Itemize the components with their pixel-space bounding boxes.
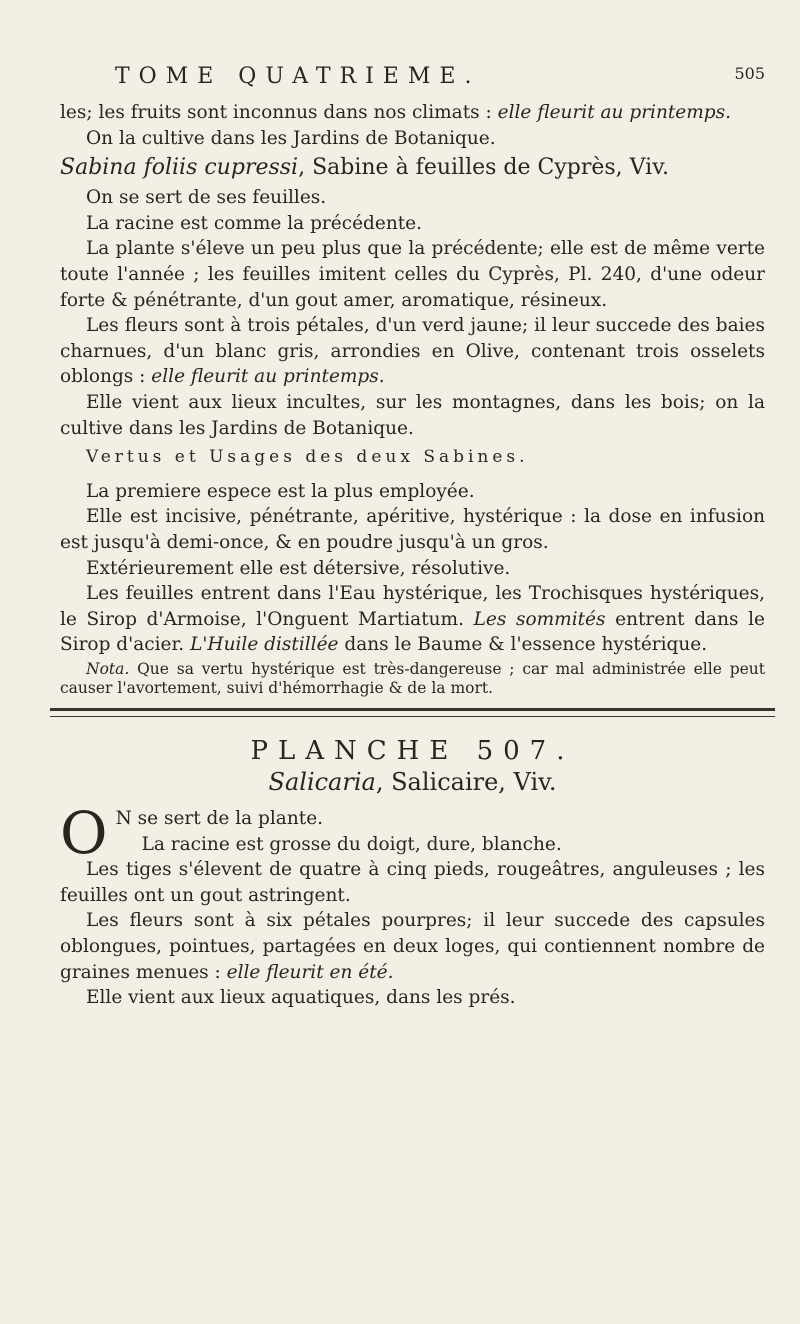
running-title: TOME QUATRIEME. [115,64,481,89]
paragraph: Les tiges s'élevent de quatre à cinq pieds, rougeâtres, anguleuses ; les feuilles ont un gout astringent. [60,859,765,906]
paragraph: Les fleurs sont à trois pétales, d'un verd jaune; il leur succede des baies charnues, d'un blanc gris, arrondies en Olive, contenant trois osselets oblongs : elle fleurit au printemps. [60,315,765,388]
section-divider [50,708,775,717]
virtues-heading: Vertus et Usages des deux Sabines. [86,447,529,468]
nota-note: Nota. Que sa vertu hystérique est très-dangereuse ; car mal administrée elle peut causer l'avortement, suivi d'hémorrhagie & de la mort. [60,659,765,697]
continued-paragraph: les; les fruits sont inconnus dans nos climats : elle fleurit au printemps. [60,102,732,123]
paragraph-dropcap: O N se sert de la plante. [60,799,324,868]
page-number: 505 [734,64,765,83]
paragraph: Elle vient aux lieux aquatiques, dans les prés. [86,987,516,1009]
paragraph: Les feuilles entrent dans l'Eau hystérique, les Trochisques hystériques, le Sirop d'Armoise, l'Onguent Martiatum. Les sommités entrent dans le Sirop d'acier. L'Huile distillée dans le Baume & l'essence hystérique. [60,583,765,656]
text-column [60,100,765,1011]
paragraph: La racine est grosse du doigt, dure, blanche. [141,833,562,855]
paragraph: Extérieurement elle est détersive, résolutive. [86,557,511,579]
paragraph: On se sert de ses feuilles. [86,187,327,209]
paragraph: Les fleurs sont à six pétales pourpres; il leur succede des capsules oblongues, pointues, partagées en deux loges, qui contiennent nombre de graines menues : elle fleurit en été. [60,910,765,983]
plate-subtitle: Salicaria, Salicaire, Viv. [268,768,557,797]
drop-cap: O [60,799,108,868]
botanic-line: On la cultive dans les Jardins de Botanique. [86,127,496,149]
plate-title: PLANCHE 507. [250,735,575,766]
paragraph: La racine est comme la précédente. [86,212,422,234]
paragraph: La plante s'éleve un peu plus que la précédente; elle est de même verte toute l'année ; les feuilles imitent celles du Cyprès, Pl. 240, d'une odeur forte & pénétrante, d'un gout amer, aromatique, résineux. [60,238,765,311]
running-head [115,64,765,89]
paragraph: Elle vient aux lieux incultes, sur les montagnes, dans les bois; on la cultive dans les Jardins de Botanique. [60,391,765,439]
paragraph: La premiere espece est la plus employée. [86,480,475,502]
paragraph: Elle est incisive, pénétrante, apéritive, hystérique : la dose en infusion est jusqu'à demi-once, & en poudre jusqu'à un gros. [60,506,765,553]
entry-heading-sabina: Sabina foliis cupressi, Sabine à feuilles de Cyprès, Viv. [60,155,670,181]
